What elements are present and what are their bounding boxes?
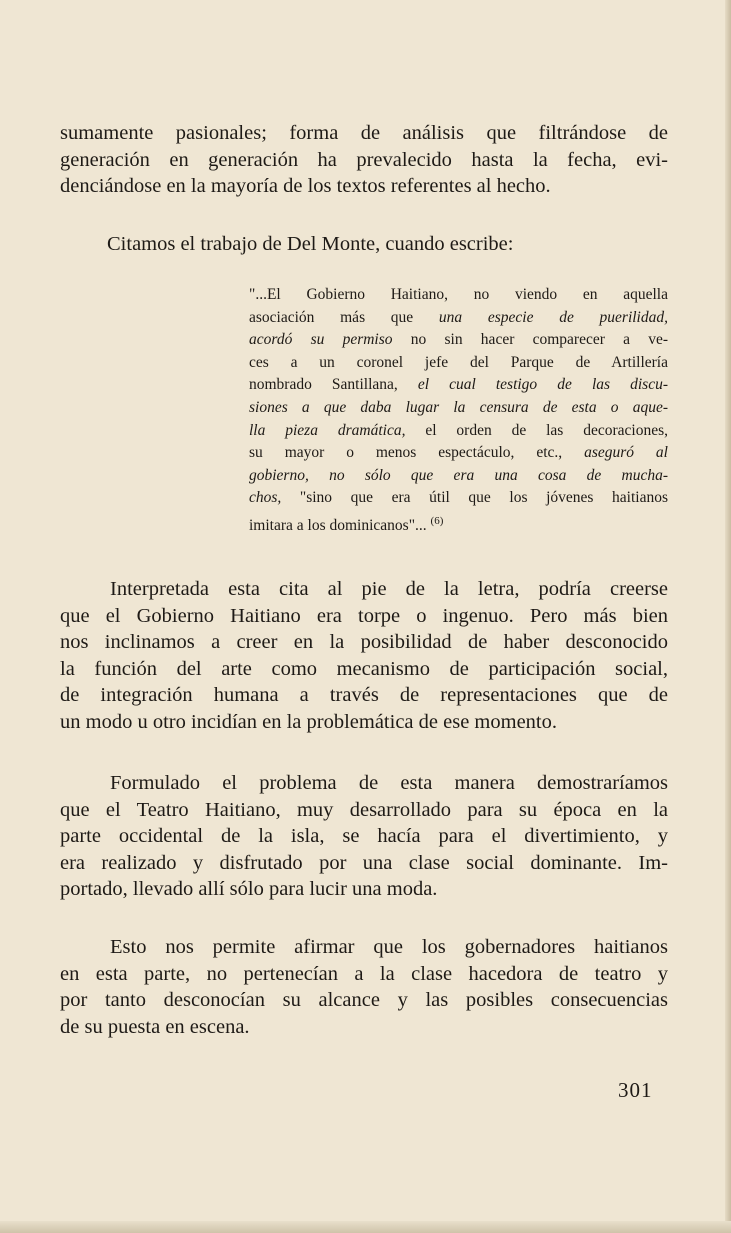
text-line: en esta parte, no pertenecían a la clase hacedora de teatro y [60,962,668,985]
quote-line: "...El Gobierno Haitiano, no viendo en aquella [249,286,668,303]
text-line: que el Teatro Haitiano, muy desarrollado para su época en la [60,798,668,821]
footnote-marker: (6) [430,514,444,527]
text-line: un modo u otro incidían en la problemática de ese momento. [60,710,557,733]
paragraph-1 [60,120,668,200]
paragraph-2 [107,231,668,258]
text-line: de su puesta en escena. [60,1015,250,1038]
text-line: sumamente pasionales; forma de análisis que filtrándose de [60,122,668,144]
text-line: parte occidental de la isla, se hacía para el divertimiento, y [60,825,668,847]
quote-line: asociación más que una especie de puerilidad, [249,308,668,326]
page-number: 301 [618,1078,653,1102]
text-line: era realizado y disfrutado por una clase social dominante. Im- [60,851,668,874]
paragraph-4 [60,770,668,903]
text-line: Formulado el problema de esta manera demostraríamos [110,772,668,794]
text-line: Esto nos permite afirmar que los gobernadores haitianos [110,936,668,958]
text-line: generación en generación ha prevalecido hasta la fecha, evi- [60,148,668,171]
text-line: la función del arte como mecanismo de participación social, [60,657,668,680]
page-edge-shadow [725,0,731,1233]
quote-line: lla pieza dramática, el orden de las decoraciones, [249,421,668,439]
text-line: por tanto desconocían su alcance y las posibles consecuencias [60,989,668,1011]
text-line: portado, llevado allí sólo para lucir una moda. [60,878,438,900]
quote-line: siones a que daba lugar la censura de esta o aque- [249,398,668,416]
quote-line: gobierno, no sólo que era una cosa de mucha- [249,466,668,484]
block-quote [249,284,668,538]
paragraph-5 [60,934,668,1040]
text-line: que el Gobierno Haitiano era torpe o ingenuo. Pero más bien [60,604,668,627]
text-line: denciándose en la mayoría de los textos referentes al hecho. [60,175,551,197]
quote-line: acordó su permiso no sin hacer comparecer a ve- [249,331,669,349]
text-line: nos inclinamos a creer en la posibilidad de haber desconocido [60,631,668,653]
quote-line: nombrado Santillana, el cual testigo de las discu- [249,376,668,394]
page-bottom-edge [0,1221,731,1233]
quote-line: ces a un coronel jefe del Parque de Artillería [249,353,668,371]
text-line: de integración humana a través de representaciones que de [60,684,668,706]
quote-line: chos, "sino que era útil que los jóvenes haitianos [249,489,668,507]
text-line: Citamos el trabajo de Del Monte, cuando escribe: [107,233,514,255]
paragraph-3 [60,576,668,735]
quote-line: imitara a los dominicanos"... $^{(6)}$ [249,514,444,535]
quote-line: su mayor o menos espectáculo, etc., aseguró al [249,444,668,462]
text-line: Interpretada esta cita al pie de la letra, podría creerse [110,578,668,600]
